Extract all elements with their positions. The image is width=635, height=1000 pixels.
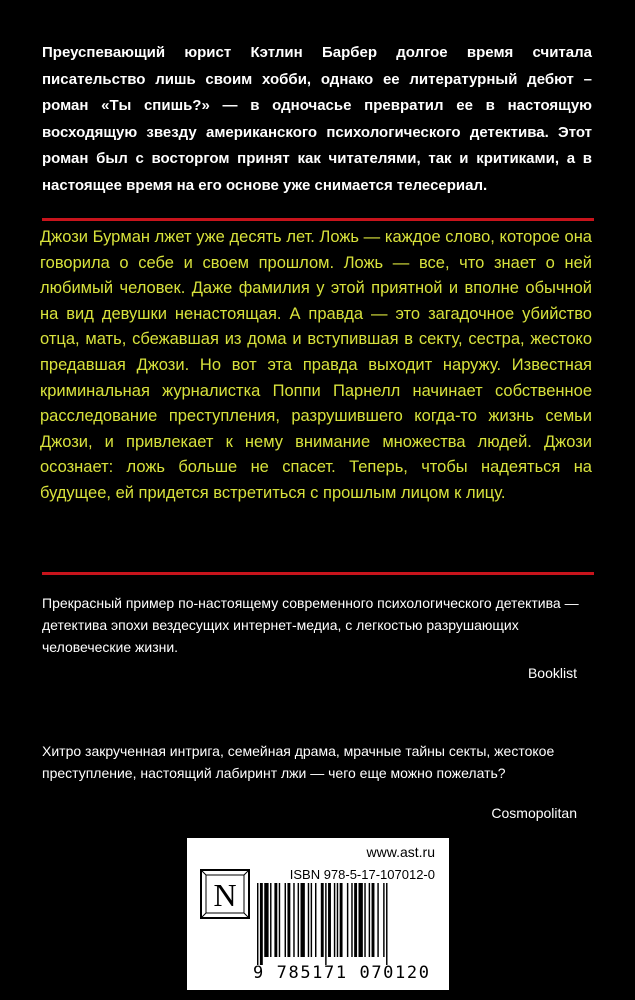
red-divider-bottom xyxy=(42,572,594,575)
barcode-panel xyxy=(187,838,449,990)
barcode-bar xyxy=(334,883,335,957)
barcode-bar xyxy=(386,883,387,965)
barcode-bar xyxy=(359,883,363,957)
barcode-bar xyxy=(298,883,299,957)
logo-letter: N xyxy=(213,877,237,913)
publisher-website: www.ast.ru xyxy=(366,844,435,860)
barcode-bar xyxy=(274,883,277,957)
barcode-bar xyxy=(383,883,384,957)
barcode-bar xyxy=(340,883,343,957)
barcode-bar xyxy=(351,883,352,957)
review-source-1: Booklist xyxy=(527,665,577,681)
barcode-bar xyxy=(377,883,378,957)
review-quote-1: Прекрасный пример по-настоящему современного психологического детектива — детектива эпохи вездесущих интернет-медиа, с легкостью разрушающих человеческие жизни. xyxy=(42,595,579,655)
barcode-bar xyxy=(279,883,280,957)
review-source-2: Cosmopolitan xyxy=(491,805,577,821)
barcode-bar xyxy=(364,883,365,957)
barcode-bar xyxy=(311,883,312,957)
isbn-number: ISBN 978-5-17-107012-0 xyxy=(289,867,435,882)
author-intro: Преуспевающий юрист Кэтлин Барбер долгое время считала писательство лишь своим хобби, однако ее литературный дебют – роман «Ты спишь?» — в одночасье превратил ее в настоящую восходящую звезду американского психологического детектива. Этот роман был с восторгом принят как читателями, так и критиками, а в настоящее время на его основе уже снимается телесериал. xyxy=(42,44,592,194)
barcode-bar xyxy=(354,883,357,957)
barcode-bar xyxy=(325,883,326,965)
barcode-bar xyxy=(257,883,258,965)
ean-digits: 9 785171 070120 xyxy=(253,963,431,983)
barcode-bar xyxy=(321,883,324,957)
barcode-bar xyxy=(260,883,263,965)
review-quote-2: Хитро закрученная интрига, семейная драма, мрачные тайны секты, жестокое преступление, настоящий лабиринт лжи — чего еще можно пожелать? xyxy=(42,743,555,781)
barcode-bar xyxy=(347,883,348,957)
barcode-bar xyxy=(372,883,375,957)
barcode-bar xyxy=(293,883,294,957)
red-divider-top xyxy=(42,218,594,221)
barcode-bar xyxy=(315,883,316,957)
barcode-bar xyxy=(270,883,271,957)
barcode-bar xyxy=(287,883,290,957)
publisher-logo-icon xyxy=(199,868,251,920)
barcode-bar xyxy=(285,883,286,957)
plot-blurb: Джози Бурман лжет уже десять лет. Ложь — каждое слово, которое она говорила о себе и своем прошлом. Ложь — все, что знает о ней любимый человек. Даже фамилия у этой приятной и вполне обычной на вид девушки ненастоящая. А правда — это загадочное убийство отца, мать, сбежавшая из дома и вступившая в секту, сестра, жестоко предавшая Джози. Но вот эта правда выходит наружу. Известная криминальная журналистка Поппи Парнелл начинает собственное расследование преступления, разрушившего когда-то жизнь семьи Джози, и привлекает к нему внимание множества людей. Джози осознает: ложь больше не спасет. Теперь, чтобы надеяться на будущее, ей придется встретиться с прошлым лицом к лицу. xyxy=(40,228,592,502)
barcode-bar xyxy=(328,883,331,957)
barcode-bar xyxy=(301,883,305,957)
barcode-bar xyxy=(337,883,338,957)
barcode-bars xyxy=(257,883,437,965)
barcode-bar xyxy=(308,883,309,957)
barcode-bar xyxy=(264,883,268,957)
barcode-bar xyxy=(369,883,370,957)
